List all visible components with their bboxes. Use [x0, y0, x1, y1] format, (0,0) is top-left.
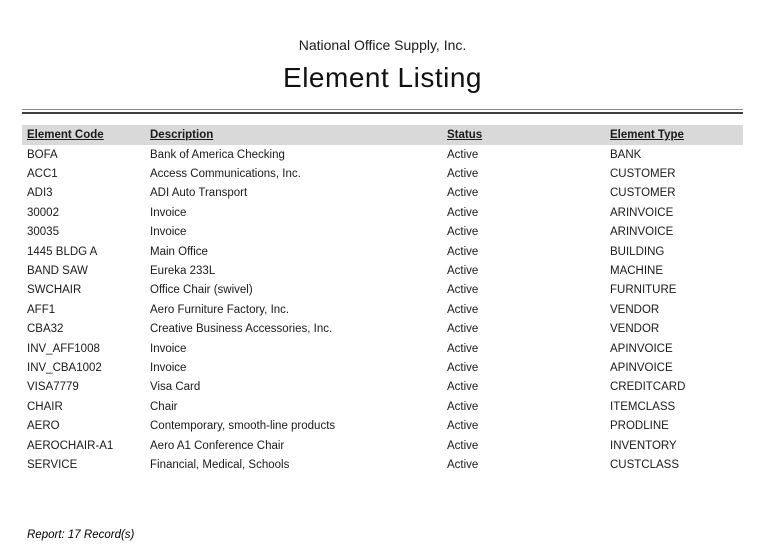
- cell-element-type: MACHINE: [610, 265, 664, 278]
- cell-status: Active: [447, 342, 479, 355]
- cell-element-type: ARINVOICE: [610, 206, 674, 219]
- cell-element-code: 30035: [27, 226, 59, 239]
- cell-element-type: CUSTOMER: [610, 187, 676, 200]
- cell-description: Invoice: [150, 342, 187, 355]
- table-row: [22, 416, 743, 435]
- cell-element-type: APINVOICE: [610, 361, 673, 374]
- cell-element-type: ARINVOICE: [610, 226, 674, 239]
- column-header-description: Description: [145, 125, 442, 145]
- cell-status: Active: [447, 226, 479, 239]
- cell-element-code: INV_CBA1002: [27, 361, 102, 374]
- cell-status: Active: [447, 458, 479, 471]
- cell-element-type: INVENTORY: [610, 439, 677, 452]
- cell-element-code: ACC1: [27, 168, 58, 181]
- table-row: [22, 455, 743, 474]
- cell-element-code: BAND SAW: [27, 265, 88, 278]
- table-row: [22, 436, 743, 455]
- table-row: [22, 339, 743, 358]
- cell-element-type: APINVOICE: [610, 342, 673, 355]
- cell-element-type: VENDOR: [610, 303, 660, 316]
- cell-element-type: ITEMCLASS: [610, 400, 676, 413]
- cell-element-code: CBA32: [27, 323, 64, 336]
- cell-status: Active: [447, 206, 479, 219]
- table-row: [22, 358, 743, 377]
- cell-element-code: BOFA: [27, 148, 58, 161]
- cell-status: Active: [447, 323, 479, 336]
- cell-description: Contemporary, smooth-line products: [150, 420, 336, 433]
- cell-element-type: CUSTOMER: [610, 168, 676, 181]
- table-row: [22, 223, 743, 242]
- cell-status: Active: [447, 439, 479, 452]
- column-header-element-type: Element Type: [605, 125, 743, 145]
- cell-element-code: VISA7779: [27, 381, 79, 394]
- table-row: [22, 397, 743, 416]
- cell-element-code: AEROCHAIR-A1: [27, 439, 114, 452]
- column-header-status: Status: [442, 125, 605, 145]
- cell-description: Office Chair (swivel): [150, 284, 253, 297]
- cell-element-type: BANK: [610, 148, 642, 161]
- column-header-element-code: Element Code: [22, 125, 145, 145]
- table-row: [22, 261, 743, 280]
- table-row: [22, 145, 743, 164]
- cell-description: Main Office: [150, 245, 208, 258]
- cell-element-code: CHAIR: [27, 400, 63, 413]
- record-count-footer: Report: 17 Record(s): [27, 528, 135, 541]
- cell-element-code: 30002: [27, 206, 59, 219]
- cell-status: Active: [447, 265, 479, 278]
- header-divider: [22, 109, 743, 114]
- cell-description: Invoice: [150, 361, 187, 374]
- table-row: [22, 184, 743, 203]
- cell-status: Active: [447, 187, 479, 200]
- cell-status: Active: [447, 168, 479, 181]
- table-header-row: [22, 125, 743, 145]
- cell-description: Invoice: [150, 226, 187, 239]
- cell-description: Visa Card: [150, 381, 201, 394]
- cell-element-type: VENDOR: [610, 323, 660, 336]
- cell-element-code: SWCHAIR: [27, 284, 82, 297]
- cell-description: Eureka 233L: [150, 265, 216, 278]
- table-row: [22, 300, 743, 319]
- report-header: [22, 36, 743, 95]
- cell-description: ADI Auto Transport: [150, 187, 248, 200]
- cell-element-code: SERVICE: [27, 458, 78, 471]
- cell-description: Creative Business Accessories, Inc.: [150, 323, 333, 336]
- table-row: [22, 164, 743, 183]
- table-row: [22, 378, 743, 397]
- cell-description: Access Communications, Inc.: [150, 168, 301, 181]
- cell-description: Invoice: [150, 206, 187, 219]
- cell-description: Aero Furniture Factory, Inc.: [150, 303, 290, 316]
- cell-description: Chair: [150, 400, 178, 413]
- cell-status: Active: [447, 381, 479, 394]
- cell-status: Active: [447, 361, 479, 374]
- cell-element-code: AERO: [27, 420, 60, 433]
- cell-element-type: PRODLINE: [610, 420, 669, 433]
- cell-element-code: ADI3: [27, 187, 53, 200]
- cell-status: Active: [447, 303, 479, 316]
- cell-status: Active: [447, 420, 479, 433]
- cell-element-type: CUSTCLASS: [610, 458, 680, 471]
- element-listing-table: [22, 125, 743, 475]
- cell-element-code: 1445 BLDG A: [27, 245, 98, 258]
- cell-status: Active: [447, 284, 479, 297]
- report-title: Element Listing: [283, 62, 482, 93]
- cell-element-type: BUILDING: [610, 245, 665, 258]
- cell-status: Active: [447, 245, 479, 258]
- table-body: [22, 145, 743, 475]
- table-row: [22, 320, 743, 339]
- cell-element-type: FURNITURE: [610, 284, 677, 297]
- cell-description: Aero A1 Conference Chair: [150, 439, 285, 452]
- table-row: [22, 242, 743, 261]
- cell-element-type: CREDITCARD: [610, 381, 686, 394]
- table-row: [22, 281, 743, 300]
- cell-status: Active: [447, 148, 479, 161]
- cell-element-code: INV_AFF1008: [27, 342, 100, 355]
- table-row: [22, 203, 743, 222]
- cell-description: Bank of America Checking: [150, 148, 285, 161]
- cell-status: Active: [447, 400, 479, 413]
- cell-description: Financial, Medical, Schools: [150, 458, 290, 471]
- cell-element-code: AFF1: [27, 303, 56, 316]
- company-name: National Office Supply, Inc.: [298, 37, 467, 53]
